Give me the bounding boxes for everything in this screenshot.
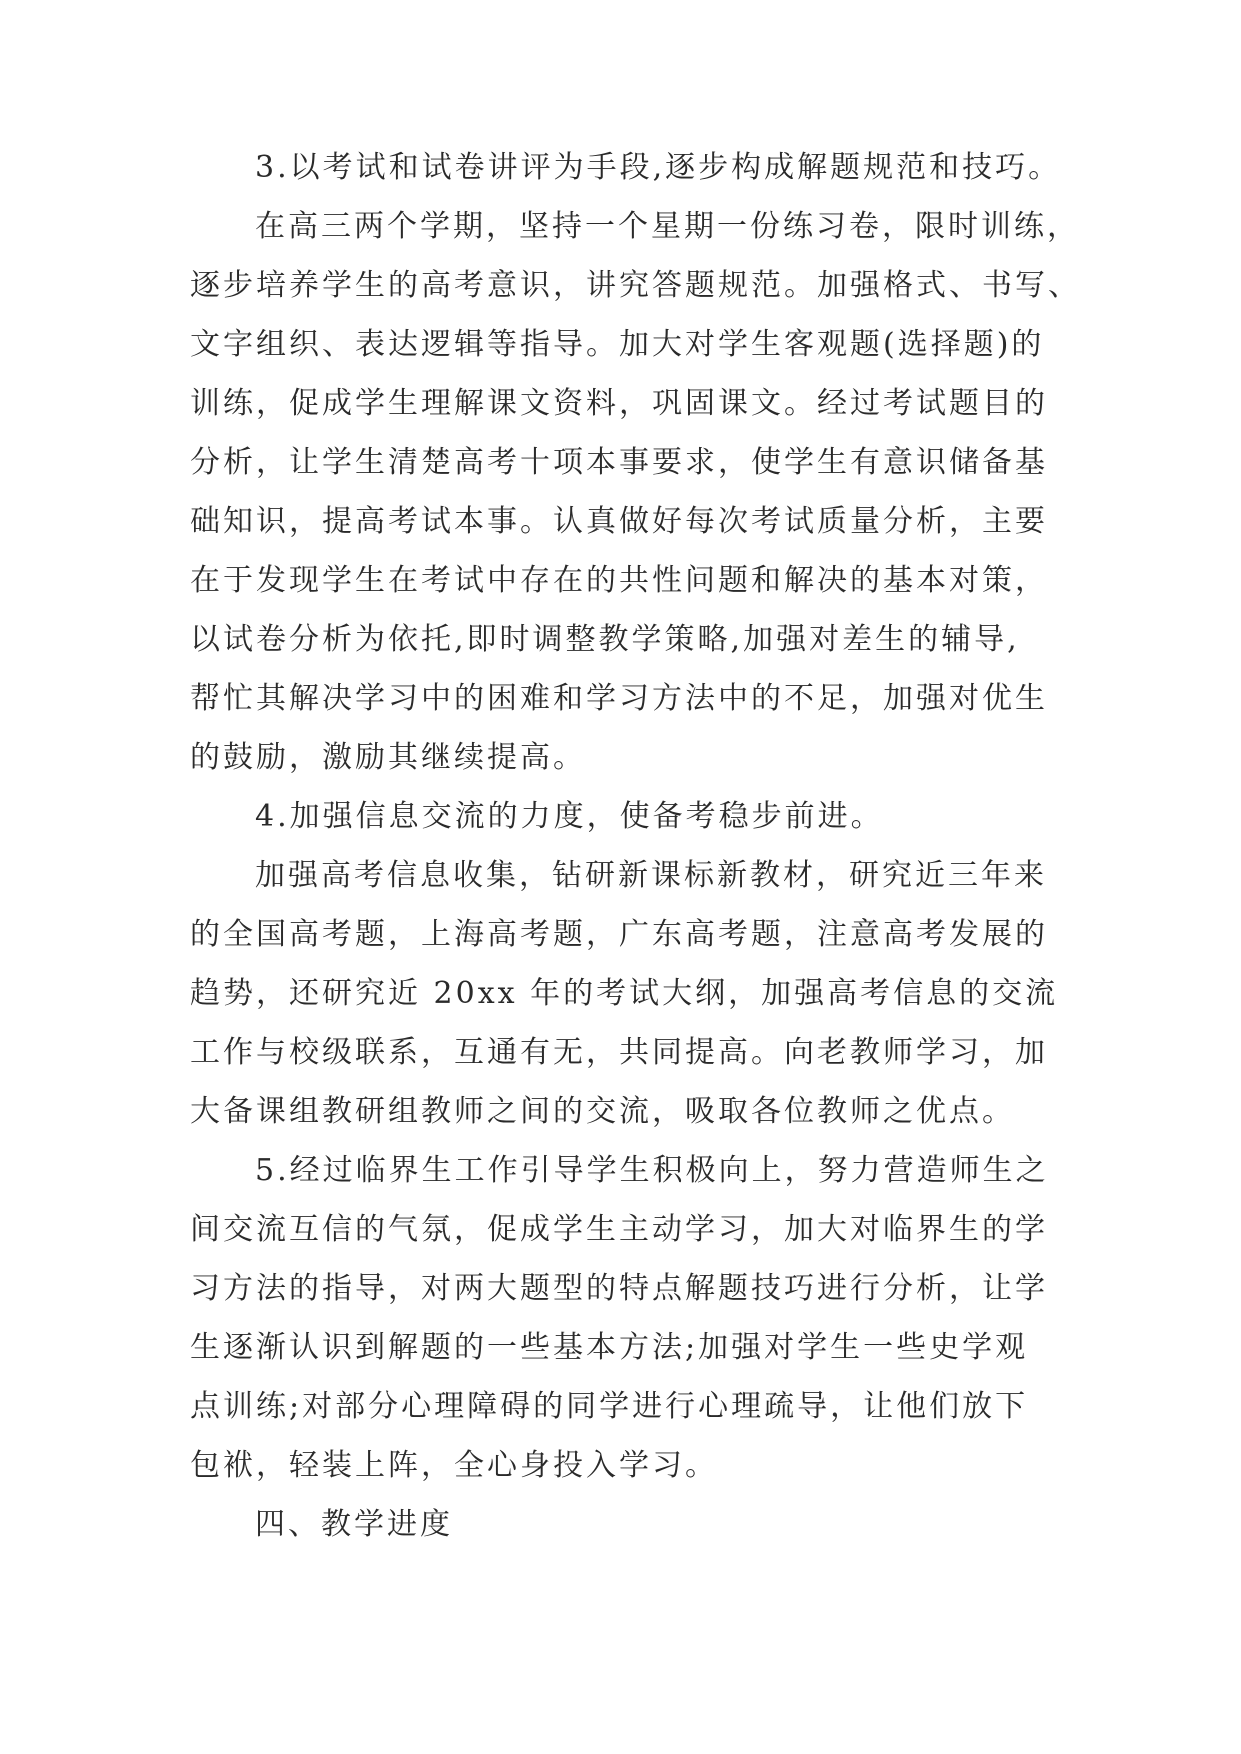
text-line: 的鼓励，激励其继续提高。 [190, 740, 586, 775]
text-line: 帮忙其解决学习中的困难和学习方法中的不足，加强对优生 [190, 681, 1048, 716]
text-line: 逐步培养学生的高考意识，讲究答题规范。加强格式、书写、 [190, 268, 1081, 303]
text-line: 间交流互信的气氛，促成学生主动学习，加大对临界生的学 [190, 1212, 1048, 1247]
text-line: 包袱，轻装上阵，全心身投入学习。 [190, 1448, 718, 1483]
text-line: 训练，促成学生理解课文资料，巩固课文。经过考试题目的 [190, 386, 1048, 421]
text-line: 工作与校级联系，互通有无，共同提高。向老教师学习，加 [190, 1035, 1048, 1070]
text-line: 习方法的指导，对两大题型的特点解题技巧进行分析，让学 [190, 1271, 1048, 1306]
text-line: 5.经过临界生工作引导学生积极向上，努力营造师生之 [255, 1153, 1049, 1188]
text-line: 础知识，提高考试本事。认真做好每次考试质量分析，主要 [190, 504, 1048, 539]
section-heading: 四、教学进度 [255, 1507, 453, 1542]
text-line: 以试卷分析为依托,即时调整教学策略,加强对差生的辅导, [190, 622, 1020, 657]
text-line: 文字组织、表达逻辑等指导。加大对学生客观题(选择题)的 [190, 327, 1045, 362]
text-line: 生逐渐认识到解题的一些基本方法;加强对学生一些史学观 [190, 1330, 1029, 1365]
text-line: 在高三两个学期，坚持一个星期一份练习卷，限时训练， [255, 209, 1080, 244]
text-line: 点训练;对部分心理障碍的同学进行心理疏导，让他们放下 [190, 1389, 1029, 1424]
text-line: 大备课组教研组教师之间的交流，吸取各位教师之优点。 [190, 1094, 1015, 1129]
text-line: 分析，让学生清楚高考十项本事要求，使学生有意识储备基 [190, 445, 1048, 480]
text-line: 的全国高考题，上海高考题，广东高考题，注意高考发展的 [190, 917, 1048, 952]
text-line: 3.以考试和试卷讲评为手段,逐步构成解题规范和技巧。 [255, 150, 1062, 185]
text-line: 在于发现学生在考试中存在的共性问题和解决的基本对策， [190, 563, 1048, 598]
text-line: 4.加强信息交流的力度，使备考稳步前进。 [255, 799, 884, 834]
text-line: 加强高考信息收集，钻研新课标新教材，研究近三年来 [255, 858, 1047, 893]
text-line: 趋势，还研究近 20xx 年的考试大纲，加强高考信息的交流 [190, 976, 1059, 1011]
